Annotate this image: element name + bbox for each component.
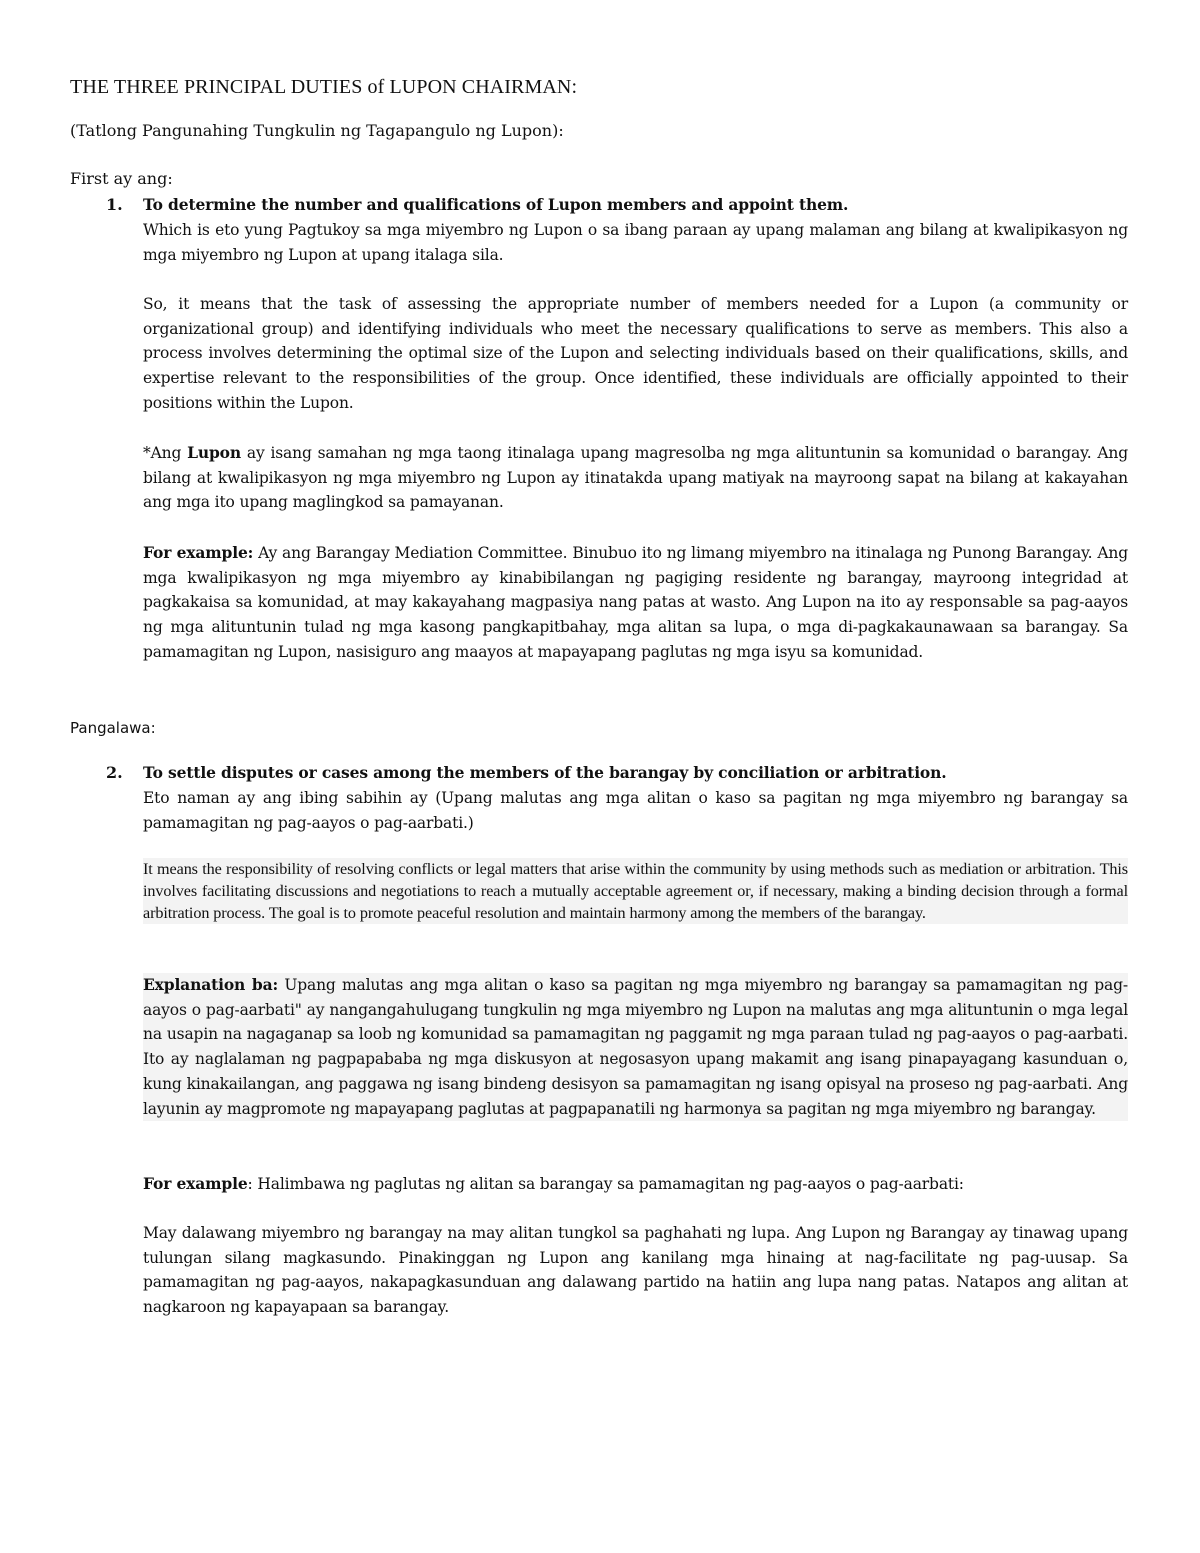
item-1-explanation: So, it means that the task of assessing the appropriate number of members needed for a Lupon (a community or organizational group) and identifying individuals who meet the necessary qualifications to serve as members. This also a process involves determining the optimal size of the Lupon and selecting individuals based on their qualifications, skills, and expertise relevant to the responsibilities of the group. Once identified, these individuals are officially appointed to their positions within the Lupon. — [143, 295, 1128, 412]
item-2-example — [143, 1172, 1128, 1197]
item-1-tagalog: Which is eto yung Pagtukoy sa mga miyembro ng Lupon o sa ibang paraan ay upang malaman ang bilang at kwalipikasyon ng mga miyembro ng Lupon at upang italaga sila. — [143, 221, 1128, 264]
item-2-number: 2. — [106, 763, 123, 782]
item-2-tagalog: Eto naman ay ang ibing sabihin ay (Upang malutas ang mga alitan o kaso sa pagitan ng mga miyembro ng barangay sa pamamagitan ng pag-aayos o pag-aarbati.) — [143, 789, 1128, 832]
item-2-story: May dalawang miyembro ng barangay na may alitan tungkol sa paghahati ng lupa. Ang Lupon ng Barangay ay tinawag upang tulungan silang magkasundo. Pinakinggan ng Lupon ang kanilang mga hinaing at nag-facilitate ng pag-uusap. Sa pamamagitan ng pag-aayos, nakapagkasunduan ang dalawang partido na hatiin ang lupa nang patas. Natapos ang alitan at nagkaroon ng kapayapaan sa barangay. — [143, 1224, 1128, 1317]
item-1-note — [143, 441, 1128, 515]
document-title: THE THREE PRINCIPAL DUTIES of LUPON CHAIRMAN: — [70, 76, 578, 98]
document-subtitle: (Tatlong Pangunahing Tungkulin ng Tagapangulo ng Lupon): — [70, 121, 564, 140]
note-rest: ay isang samahan ng mga taong itinalaga upang magresolba ng mga alituntunin sa komunidad o barangay. Ang bilang at kwalipikasyon ng mga miyembro ng Lupon ay itinatakda upang matiyak na mayroong sapat na bilang at kakayahan ang mga ito upang maglingkod sa pamayanan. — [143, 444, 1128, 512]
item-2-explanation-ba — [143, 973, 1128, 1121]
item-2-explanation: It means the responsibility of resolving conflicts or legal matters that arise within the community by using methods such as mediation or arbitration. This involves facilitating discussions and negotiations to reach a mutually acceptable agreement or, if necessary, making a binding decision through a formal arbitration process. The goal is to promote peaceful resolution and maintain harmony among the members of the barangay. — [143, 860, 1128, 922]
first-label: First ay ang: — [70, 169, 173, 188]
item-1-example — [143, 541, 1128, 665]
second-label: Pangalawa: — [70, 719, 156, 737]
item-1-number: 1. — [106, 195, 123, 214]
example-text: Ay ang Barangay Mediation Committee. Binubuo ito ng limang miyembro na itinalaga ng Punong Barangay. Ang mga kwalipikasyon ng mga miyembro ay kinabibilangan ng pagiging residente ng barangay, mayroong integridad at pagkakaisa sa komunidad, at may kakayahang magpasiya nang patas at wasto. Ang Lupon na ito ay responsable sa pag-aayos ng mga alituntunin tulad ng mga kasong pangkapitbahay, mga alitan sa lupa, o mga di-pagkakaunawaan sa barangay. Sa pamamagitan ng Lupon, nasisiguro ang maayos at mapayapang paglutas ng mga isyu sa komunidad. — [143, 544, 1128, 661]
example-label: For example: — [143, 543, 254, 562]
explain-text: Upang malutas ang mga alitan o kaso sa pagitan ng mga miyembro ng barangay sa pamamagitan ng pag-aayos o pag-aarbati" ay nangangahulugang tungkulin ng mga miyembro ng Lupon na malutas ang mga alituntunin o mga legal na usapin na nagaganap sa loob ng komunidad sa pamamagitan ng paggamit ng mga paraan tulad ng pag-aayos o pag-aarbati. Ito ay naglalaman ng pagpapababa ng mga diskusyon at negosasyon upang makamit ang isang pinapayagang kasunduan o, kung kinakailangan, ang paggawa ng isang bindeng desisyon sa pamamagitan ng isang opisyal na proseso ng pag-aarbati. Ang layunin ay magpromote ng mapayapang paglutas at pagpapanatili ng harmonya sa pagitan ng mga miyembro ng barangay. — [143, 976, 1129, 1118]
example-2-text: : Halimbawa ng paglutas ng alitan sa barangay sa pamamagitan ng pag-aayos o pag-aarbati: — [247, 1175, 964, 1193]
item-2-heading: To settle disputes or cases among the members of the barangay by conciliation or arbitration. — [143, 763, 947, 782]
explain-label: Explanation ba: — [143, 975, 279, 994]
note-bold-term: Lupon — [187, 443, 241, 462]
example-2-label: For example — [143, 1174, 248, 1193]
item-1-heading: To determine the number and qualifications of Lupon members and appoint them. — [143, 195, 849, 214]
note-prefix: *Ang — [143, 444, 188, 462]
